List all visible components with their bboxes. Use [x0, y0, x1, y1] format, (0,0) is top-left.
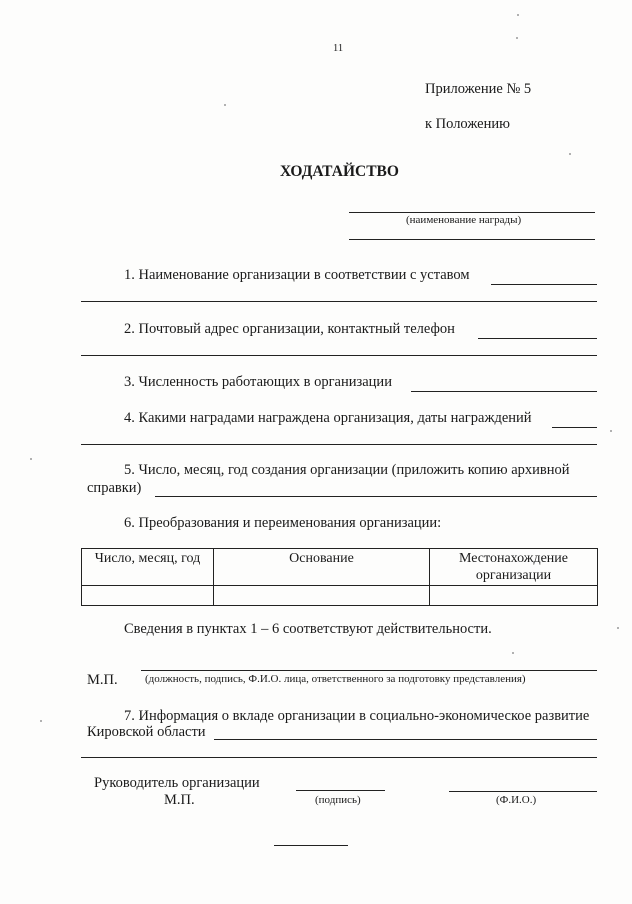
- item-7-label-continuation: Кировской области: [87, 724, 206, 740]
- item-4-field-continuation[interactable]: [81, 444, 597, 445]
- item-1-field-continuation[interactable]: [81, 301, 597, 302]
- item-7-field-continuation[interactable]: [81, 757, 597, 758]
- item-6-label: 6. Преобразования и переименования организации:: [124, 515, 442, 531]
- head-of-organization-label: Руководитель организации: [94, 775, 260, 791]
- confirmation-statement: Сведения в пунктах 1 – 6 соответствуют действительности.: [124, 621, 492, 637]
- item-2-label: 2. Почтовый адрес организации, контактный телефон: [124, 321, 455, 337]
- signature-line[interactable]: [296, 790, 385, 791]
- document-title: ХОДАТАЙСТВО: [280, 163, 399, 180]
- table-header-date: [82, 549, 214, 586]
- item-7-label: 7. Информация о вкладе организации в социально-экономическое развитие: [124, 708, 590, 724]
- table-row: [82, 586, 598, 606]
- table-header-basis-text: Основание: [289, 551, 354, 566]
- closing-separator: [274, 845, 348, 846]
- item-3-label: 3. Численность работающих в организации: [124, 374, 392, 390]
- table-header-location: [430, 549, 598, 586]
- table-header-date-text: Число, месяц, год: [94, 551, 201, 566]
- scan-speck: [512, 652, 514, 654]
- item-1-field[interactable]: [491, 284, 597, 285]
- item-5-label-continuation: справки): [87, 480, 142, 496]
- reorganizations-table: [81, 548, 598, 606]
- stamp-place-2: М.П.: [164, 792, 195, 808]
- scan-speck: [516, 37, 518, 39]
- item-2-field[interactable]: [478, 338, 597, 339]
- full-name-caption: (Ф.И.О.): [496, 794, 537, 806]
- award-name-line-2: [349, 239, 595, 240]
- item-4-field[interactable]: [552, 427, 597, 428]
- appendix-reference: к Положению: [425, 116, 510, 132]
- signature-caption: (подпись): [315, 794, 361, 806]
- scan-speck: [40, 720, 42, 722]
- item-1-label: 1. Наименование организации в соответствии с уставом: [124, 267, 470, 283]
- table-cell-date[interactable]: [82, 586, 214, 606]
- award-name-caption: (наименование награды): [406, 214, 522, 226]
- item-2-field-continuation[interactable]: [81, 355, 597, 356]
- responsible-person-line[interactable]: [141, 670, 597, 671]
- item-3-field[interactable]: [411, 391, 597, 392]
- scan-speck: [617, 627, 619, 629]
- table-header-location-line2: организации: [475, 568, 552, 583]
- table-header-row: [82, 549, 598, 586]
- table-cell-location[interactable]: [430, 586, 598, 606]
- appendix-number: Приложение № 5: [425, 81, 532, 97]
- award-name-line: [349, 212, 595, 213]
- item-7-field[interactable]: [214, 739, 597, 740]
- scan-speck: [30, 458, 32, 460]
- scan-speck: [610, 430, 612, 432]
- responsible-person-caption: (должность, подпись, Ф.И.О. лица, ответственного за подготовку представления): [145, 673, 526, 685]
- scan-speck: [569, 153, 571, 155]
- table-header-location-line1: Местонахождение: [458, 551, 568, 566]
- item-5-label: 5. Число, месяц, год создания организации (приложить копию архивной: [124, 462, 570, 478]
- page-number: 11: [333, 43, 344, 54]
- scan-speck: [517, 14, 519, 16]
- item-5-field[interactable]: [155, 496, 597, 497]
- table-cell-basis[interactable]: [214, 586, 430, 606]
- table-header-basis: [214, 549, 430, 586]
- stamp-place-1: М.П.: [87, 672, 118, 688]
- item-4-label: 4. Какими наградами награждена организация, даты награждений: [124, 410, 532, 426]
- full-name-line[interactable]: [449, 791, 597, 792]
- scan-speck: [224, 104, 226, 106]
